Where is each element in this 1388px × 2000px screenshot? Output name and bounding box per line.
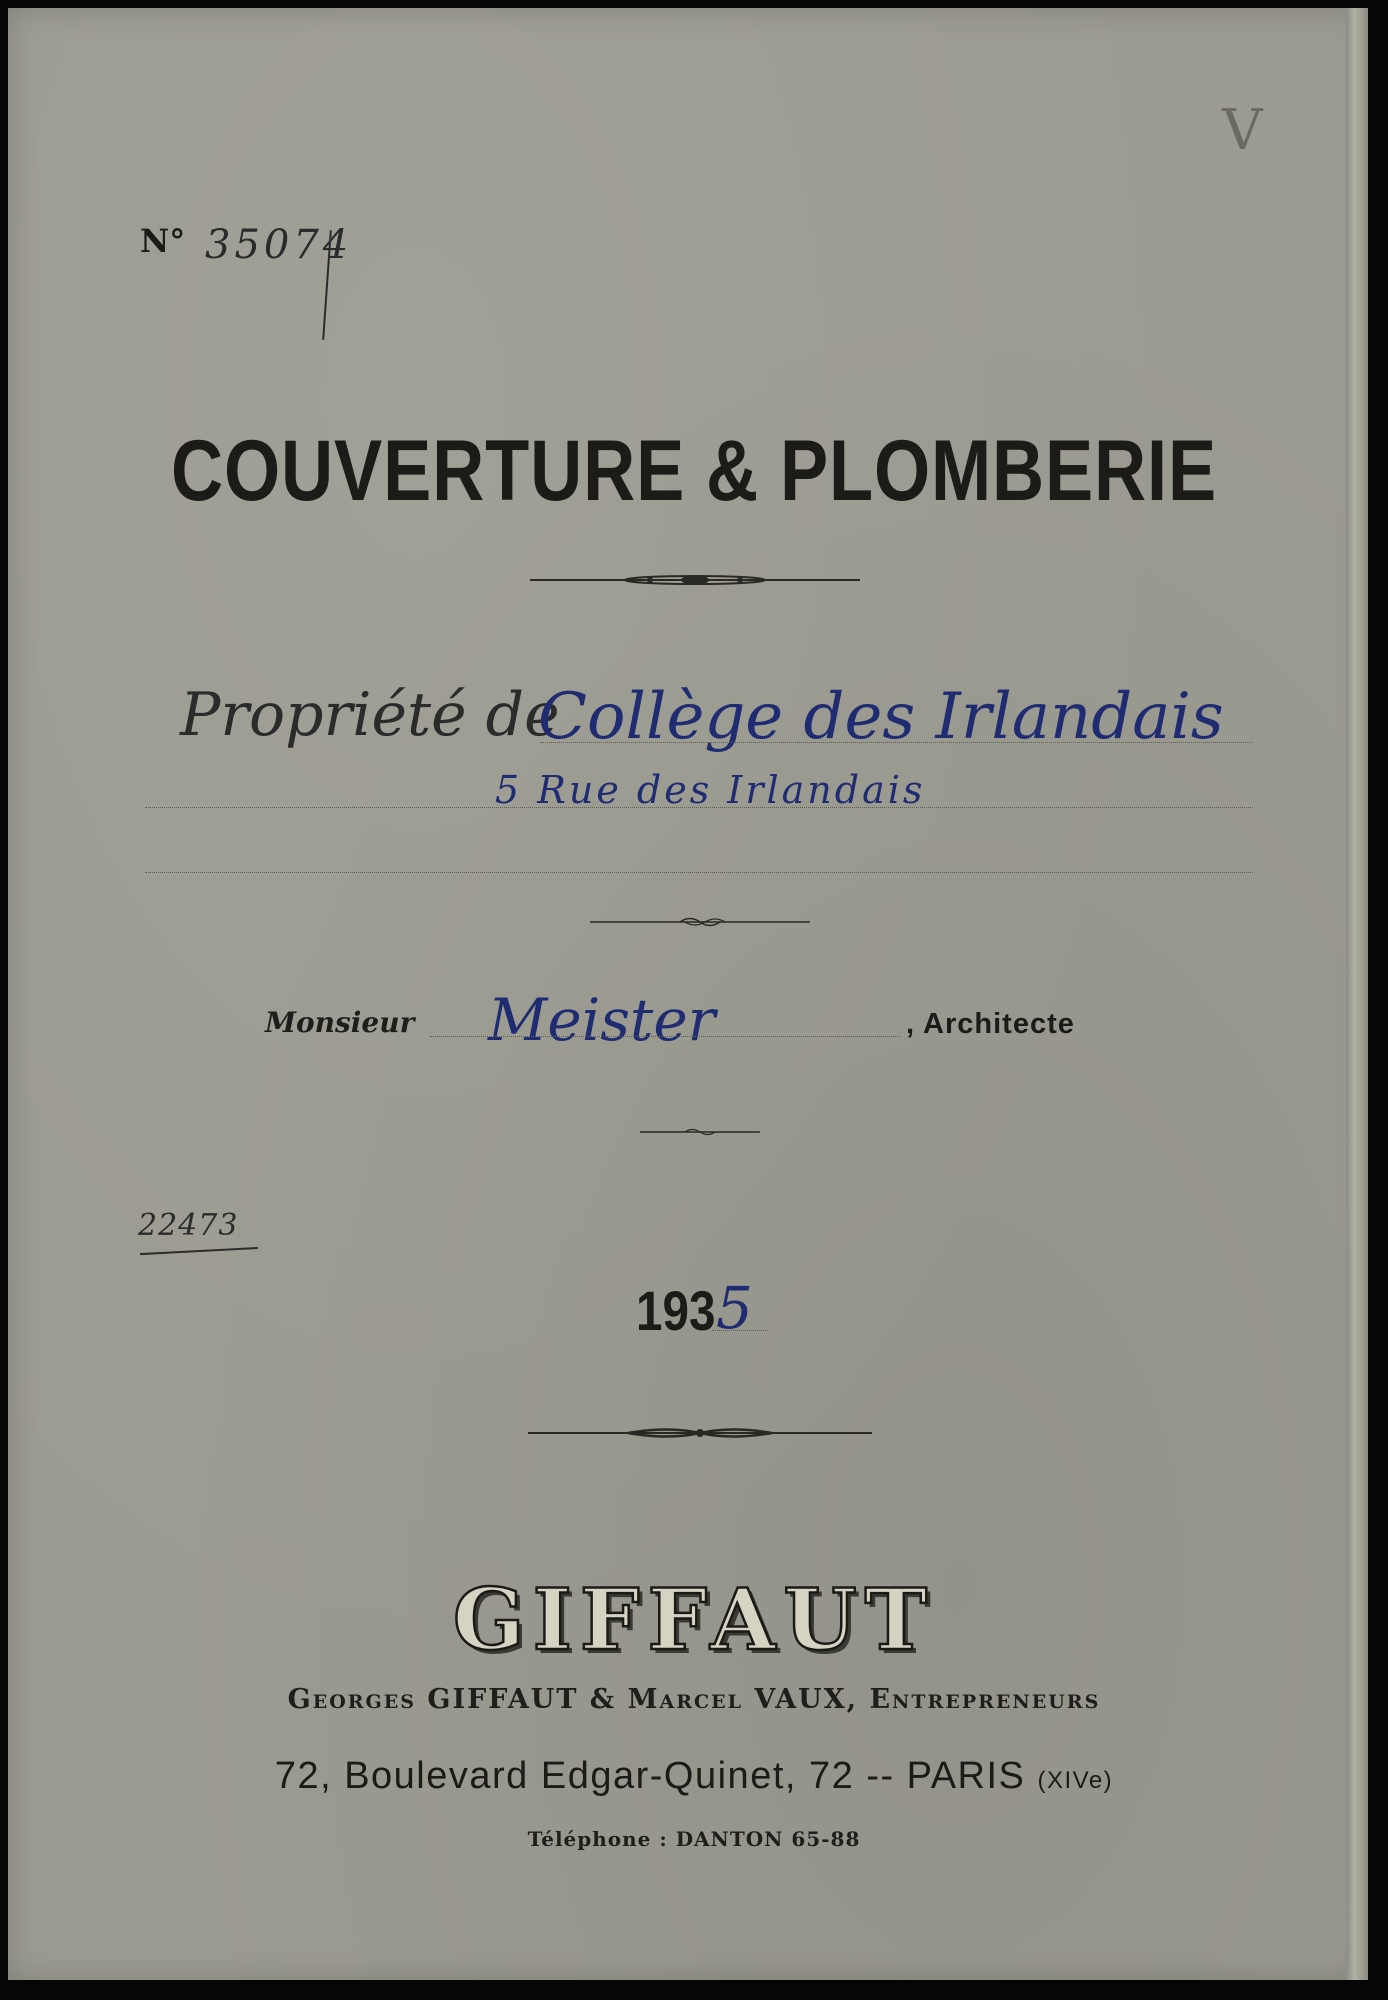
company-address-main: 72, Boulevard Edgar-Quinet, 72 -- PARIS (274, 1755, 1026, 1797)
page-title: COUVERTURE & PLOMBERIE (171, 423, 1217, 519)
company-name: GIFFAUT (452, 1570, 936, 1669)
side-note: 22473 (138, 1208, 239, 1243)
divider-ornament-bottom (528, 1424, 872, 1442)
property-address: 5 Rue des Irlandais (495, 768, 926, 812)
property-address-line (145, 807, 1253, 808)
year-handwritten: 5 (716, 1274, 753, 1342)
architect-name-line (430, 1036, 900, 1037)
divider-ornament-small (590, 912, 810, 932)
divider-ornament-tiny (640, 1125, 760, 1139)
property-prefix: Propriété de (180, 680, 560, 750)
year-line (712, 1330, 768, 1331)
architect-name: Meister (488, 986, 716, 1054)
company-address-district: (XIVe) (1037, 1767, 1114, 1794)
company-phone: Téléphone : DANTON 65-88 (527, 1827, 861, 1851)
architect-suffix: , Architecte (906, 1008, 1075, 1040)
corner-mark: V (1222, 98, 1263, 163)
architect-prefix: Monsieur (265, 1006, 415, 1039)
year-printed: 193 (636, 1279, 716, 1342)
company-owners: Georges GIFFAUT & Marcel VAUX, Entrepreneurs (287, 1684, 1101, 1715)
property-owner-line (540, 742, 1252, 743)
company-address (0, 1755, 1388, 1798)
divider-ornament (530, 570, 860, 590)
blank-line (145, 872, 1253, 873)
number-prefix: N° (140, 222, 186, 260)
file-number: 35074 (205, 222, 353, 268)
property-owner: Collège des Irlandais (538, 680, 1224, 754)
